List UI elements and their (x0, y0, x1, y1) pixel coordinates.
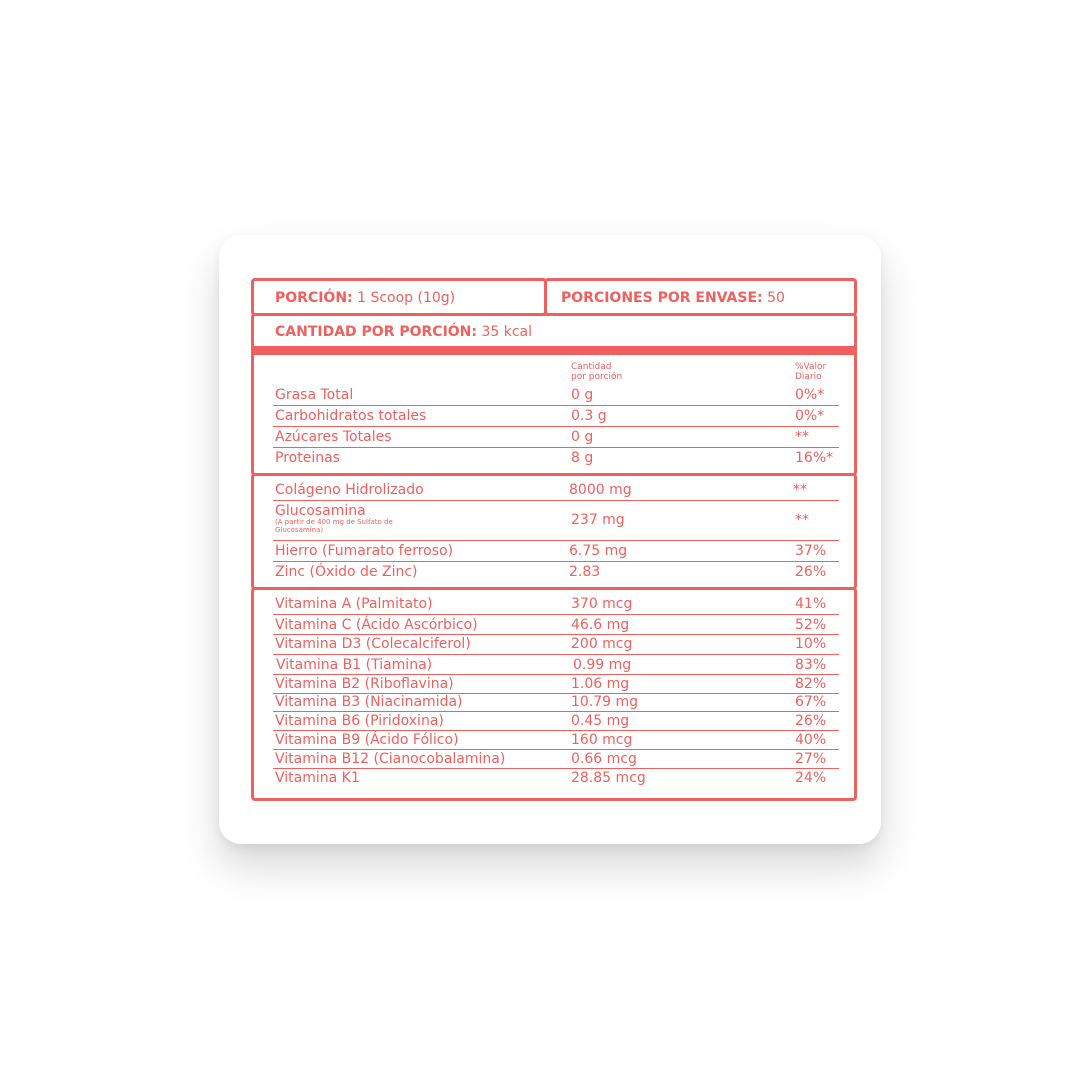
valor-heading-line1: %Valor (795, 362, 827, 372)
porciones-value: 50 (767, 290, 785, 306)
vitamin-amount: 0.66 mcg (571, 751, 637, 767)
active-dv: ** (793, 482, 807, 498)
vitamin-name: Vitamina B1 (Tiamina) (276, 657, 433, 673)
vitamin-amount: 0.45 mg (571, 713, 630, 729)
row-divider (273, 749, 839, 750)
porcion-label: PORCIÓN: (275, 290, 353, 306)
vitamin-amount: 46.6 mg (571, 617, 630, 633)
row-divider (273, 654, 839, 655)
row-divider (273, 500, 839, 501)
macro-name: Grasa Total (275, 387, 354, 403)
active-name: Hierro (Fumarato ferroso) (275, 543, 454, 559)
active-note: (A partir de 400 mg de Sulfato de Glucosamina) (275, 518, 393, 534)
active-dv: ** (795, 512, 809, 528)
vitamin-dv: 83% (795, 657, 827, 673)
porciones-label: PORCIONES POR ENVASE: (561, 290, 763, 306)
row-divider (273, 614, 839, 615)
row-divider (273, 634, 839, 635)
vitamin-dv: 67% (795, 694, 827, 710)
porcion-text (275, 291, 455, 305)
active-dv: 37% (795, 543, 827, 559)
vitamin-dv: 82% (795, 676, 827, 692)
macro-dv: ** (795, 429, 809, 445)
active-amount: 237 mg (571, 512, 625, 528)
vitamin-dv: 41% (795, 596, 827, 612)
macro-amount: 0 g (571, 429, 594, 445)
vitamin-name: Vitamina D3 (Colecalciferol) (275, 636, 471, 652)
active-name: Colágeno Hidrolizado (275, 482, 424, 498)
active-name: Glucosamina (275, 503, 366, 519)
vitamin-amount: 370 mcg (571, 596, 633, 612)
vitamin-amount: 1.06 mg (571, 676, 630, 692)
row-divider (273, 674, 839, 675)
active-name: Zinc (Óxido de Zinc) (275, 564, 418, 580)
row-divider (273, 768, 839, 769)
cantidad-heading-line2: por porción (571, 372, 623, 382)
row-divider (273, 711, 839, 712)
cantidad-heading-line1: Cantidad (571, 362, 612, 372)
macro-name: Proteinas (275, 450, 340, 466)
vitamin-name: Vitamina K1 (275, 770, 360, 786)
row-divider (273, 405, 839, 406)
vitamin-dv: 10% (795, 636, 827, 652)
valor-column-heading (795, 362, 826, 382)
macro-name: Carbohidratos totales (275, 408, 427, 424)
cantidad-value: 35 kcal (481, 324, 532, 340)
macro-amount: 0 g (571, 387, 594, 403)
cantidad-text (275, 325, 532, 339)
row-divider (273, 561, 839, 562)
vitamin-dv: 24% (795, 770, 827, 786)
row-divider (273, 540, 839, 541)
vitamin-dv: 27% (795, 751, 827, 767)
vitamin-name: Vitamina B9 (Ácido Fólico) (275, 732, 459, 748)
porciones-text (561, 291, 785, 305)
vitamin-amount: 160 mcg (571, 732, 633, 748)
vitamin-amount: 10.79 mg (571, 694, 639, 710)
active-amount: 8000 mg (569, 482, 632, 498)
vitamin-dv: 40% (795, 732, 827, 748)
cantidad-label: CANTIDAD POR PORCIÓN: (275, 324, 477, 340)
row-divider (273, 730, 839, 731)
row-divider (273, 447, 839, 448)
porcion-value: 1 Scoop (10g) (357, 290, 456, 306)
vitamin-amount: 200 mcg (571, 636, 633, 652)
macro-amount: 0.3 g (571, 408, 607, 424)
active-amount: 6.75 mg (569, 543, 628, 559)
vitamin-dv: 52% (795, 617, 827, 633)
vitamin-name: Vitamina B2 (Riboflavina) (275, 676, 454, 692)
row-divider (273, 426, 839, 427)
vitamin-name: Vitamina B3 (Niacinamida) (275, 694, 463, 710)
macro-amount: 8 g (571, 450, 594, 466)
macro-name: Azúcares Totales (275, 429, 392, 445)
vitamin-amount: 0.99 mg (573, 657, 632, 673)
vitamin-name: Vitamina B12 (Cianocobalamina) (275, 751, 506, 767)
valor-heading-line2: Diario (795, 372, 822, 382)
vitamin-name: Vitamina C (Ácido Ascórbico) (275, 617, 478, 633)
macro-dv: 0%* (795, 408, 825, 424)
active-dv: 26% (795, 564, 827, 580)
vitamin-name: Vitamina B6 (Piridoxina) (275, 713, 444, 729)
vitamin-dv: 26% (795, 713, 827, 729)
macro-dv: 0%* (795, 387, 825, 403)
vitamin-amount: 28.85 mcg (571, 770, 646, 786)
cantidad-column-heading (571, 362, 622, 382)
macro-dv: 16%* (795, 450, 834, 466)
nutrition-facts-label (251, 278, 857, 801)
active-amount: 2.83 (569, 564, 601, 580)
vitamin-name: Vitamina A (Palmitato) (275, 596, 433, 612)
